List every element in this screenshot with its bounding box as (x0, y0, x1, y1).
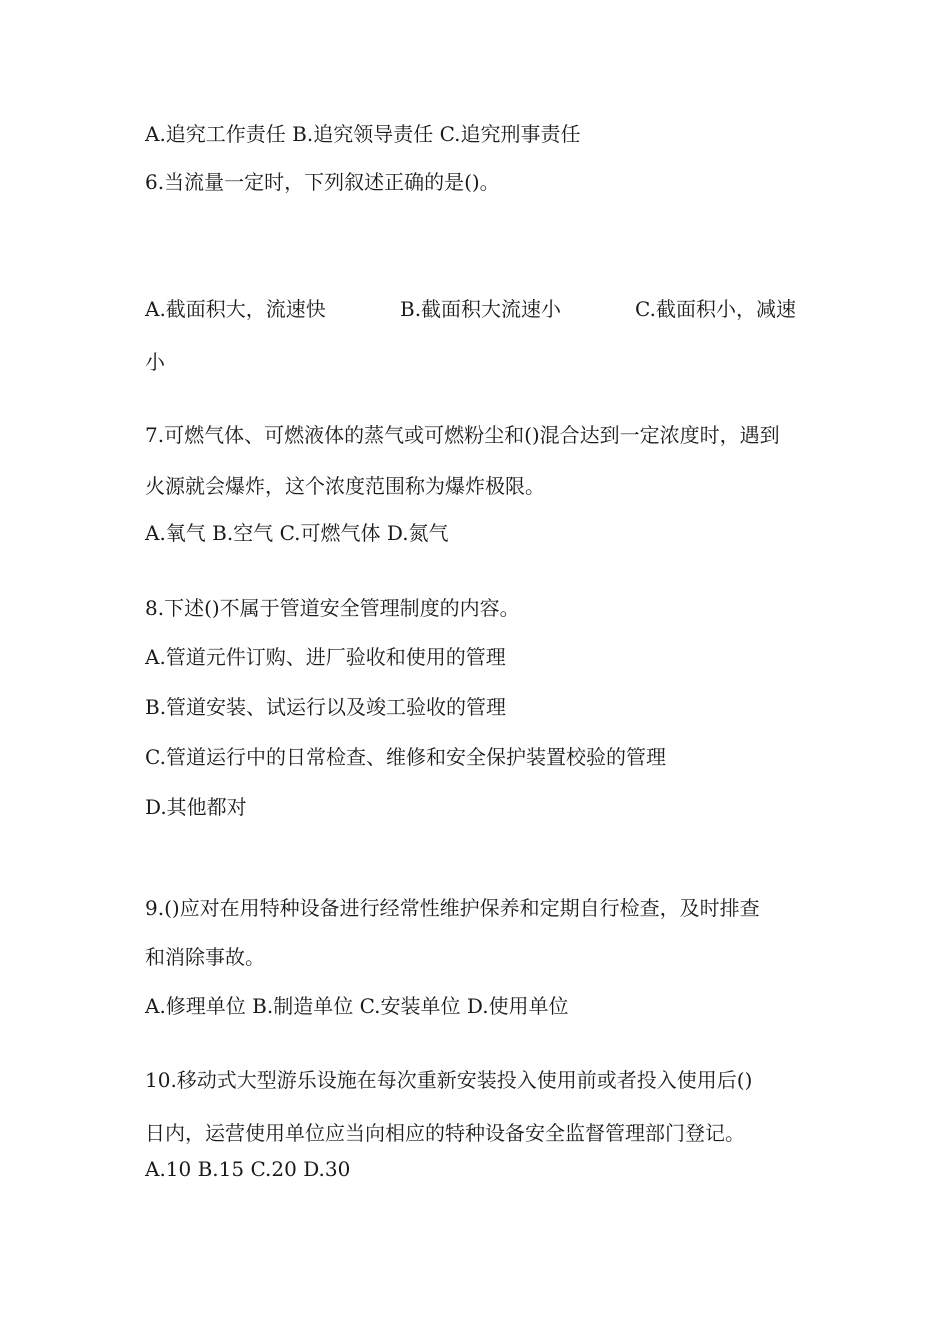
q5-options: A.追究工作责任 B.追究领导责任 C.追究刑事责任 (145, 122, 581, 146)
q9-stem-line1: 9.()应对在用特种设备进行经常性维护保养和定期自行检查，及时排查 (145, 896, 760, 920)
q10-stem-line2: 日内，运营使用单位应当向相应的特种设备安全监督管理部门登记。 (145, 1121, 745, 1145)
q6-option-c-continued: 小 (145, 350, 165, 374)
q8-option-c: C.管道运行中的日常检查、维修和安全保护装置校验的管理 (145, 745, 666, 769)
q6-option-b: B.截面积大流速小 (400, 297, 562, 321)
q8-option-d: D.其他都对 (145, 795, 247, 819)
q7-stem-line2: 火源就会爆炸，这个浓度范围称为爆炸极限。 (145, 474, 545, 498)
q9-stem-line2: 和消除事故。 (145, 945, 265, 969)
q6-stem: 6.当流量一定时，下列叙述正确的是()。 (145, 170, 500, 194)
q6-option-c: C.截面积小，减速 (635, 297, 796, 321)
q8-option-a: A.管道元件订购、进厂验收和使用的管理 (145, 645, 506, 669)
q10-stem-line1: 10.移动式大型游乐设施在每次重新安装投入使用前或者投入使用后() (145, 1068, 753, 1092)
q9-options: A.修理单位 B.制造单位 C.安装单位 D.使用单位 (145, 994, 569, 1018)
q6-option-a: A.截面积大，流速快 (145, 297, 326, 321)
q7-stem-line1: 7.可燃气体、可燃液体的蒸气或可燃粉尘和()混合达到一定浓度时，遇到 (145, 423, 780, 447)
q8-stem: 8.下述()不属于管道安全管理制度的内容。 (145, 596, 520, 620)
q10-options: A.10 B.15 C.20 D.30 (145, 1157, 351, 1181)
q8-option-b: B.管道安装、试运行以及竣工验收的管理 (145, 695, 507, 719)
q7-options: A.氧气 B.空气 C.可燃气体 D.氮气 (145, 521, 449, 545)
